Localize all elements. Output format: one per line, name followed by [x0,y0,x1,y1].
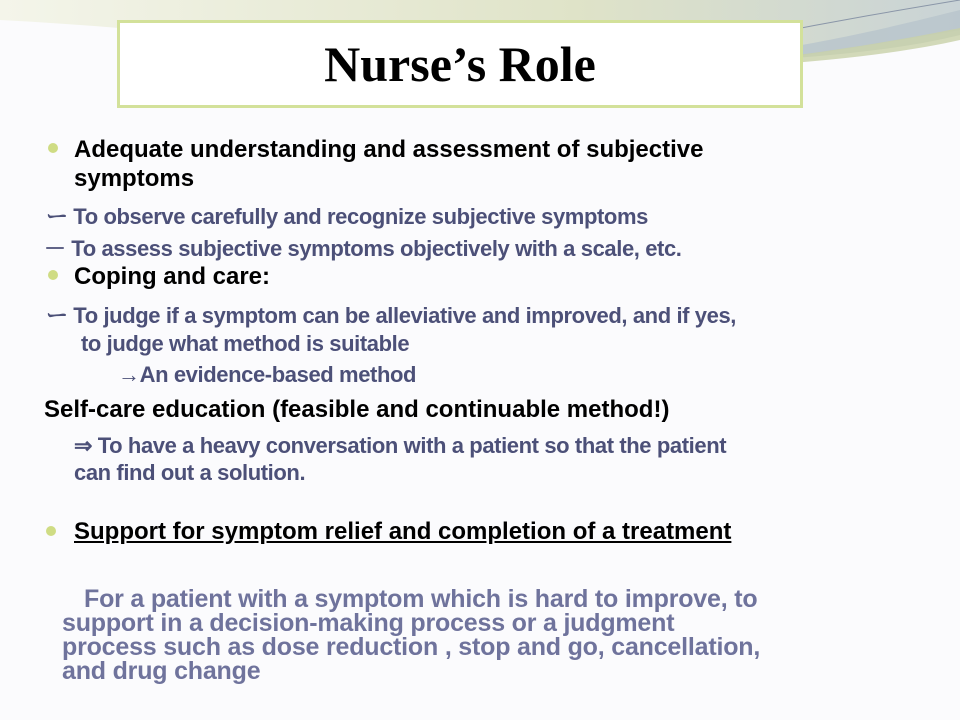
sub-item: to judge what method is suitable [81,331,410,356]
paragraph-line: For a patient with a symptom which is hard to improve, to [84,585,758,613]
sub-item: ー To judge if a symptom can be alleviative and improved, and if yes, [46,303,737,328]
paragraph-line: process such as dose reduction , stop and go, cancellation, [62,633,761,661]
heading-text: Self-care education (feasible and continuable method!) [44,396,670,423]
paragraph-line: and drug change [62,657,261,685]
sub-item: can find out a solution. [74,460,306,485]
bullet-icon [48,270,58,280]
sub-item: ⇒ To have a heavy conversation with a patient so that the patient [74,433,727,458]
bullet-icon [46,526,56,536]
paragraph-line: support in a decision-making process or a judgment [62,609,675,637]
slide-title: Nurse’s Role [324,36,596,92]
sub-item: ー To observe carefully and recognize subjective symptoms [46,204,648,229]
sub-item: →An evidence-based method [118,362,417,387]
bullet-text: Adequate understanding and assessment of subjective [74,136,704,163]
bullet-text: symptoms [74,165,195,192]
sub-item: － To assess subjective symptoms objectively with a scale, etc. [44,236,682,261]
bullet-text: Support for symptom relief and completion of a treatment [74,518,732,545]
bullet-icon [48,143,58,153]
title-box [117,20,803,108]
bullet-text: Coping and care: [74,263,271,290]
